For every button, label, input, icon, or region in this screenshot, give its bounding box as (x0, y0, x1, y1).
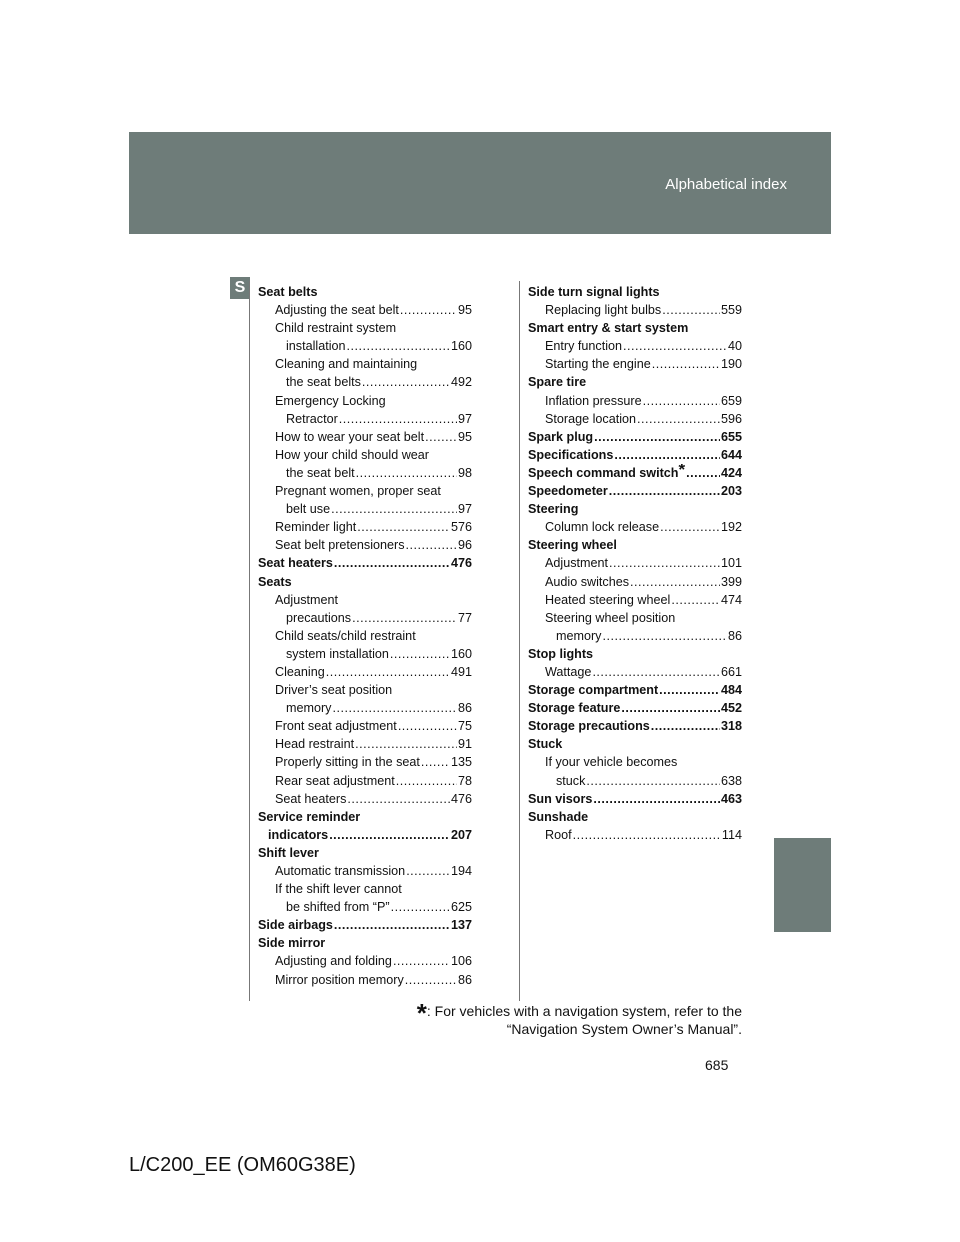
index-entry-label: Child restraint system (275, 321, 397, 336)
index-entry-label: Head restraint (275, 737, 355, 752)
leader-dots (671, 591, 720, 609)
index-entry (258, 410, 472, 428)
index-entry-page: 318 (720, 719, 742, 734)
index-entry-page: 476 (450, 791, 472, 806)
index-entry-label: memory (286, 701, 332, 716)
leader-dots (594, 428, 720, 446)
index-entry-label: Roof (545, 827, 572, 842)
index-entry-label: Inflation pressure (545, 393, 642, 408)
index-entry (258, 898, 472, 916)
left-divider (249, 281, 250, 1001)
index-entry (258, 790, 472, 808)
index-entry-page: 97 (457, 411, 472, 426)
index-entry-label: stuck (556, 773, 586, 788)
leader-dots (332, 699, 457, 717)
index-entry (528, 446, 742, 464)
index-entry (528, 826, 742, 844)
index-entry (528, 808, 742, 826)
index-entry-page: 86 (457, 972, 472, 987)
index-entry-label: precautions (286, 610, 352, 625)
index-entry-page: 659 (720, 393, 742, 408)
index-entry-label: Speedometer (528, 484, 608, 499)
leader-dots (609, 554, 720, 572)
index-entry (258, 844, 472, 862)
leader-dots (651, 717, 720, 735)
index-entry (258, 591, 472, 609)
index-entry (528, 627, 742, 645)
index-entry (258, 862, 472, 880)
index-entry-label: Entry function (545, 339, 623, 354)
index-entry-label: Cleaning (275, 664, 325, 679)
index-entry-page: 135 (450, 755, 472, 770)
index-entry-label: Seat heaters (258, 556, 333, 571)
index-entry (258, 627, 472, 645)
footnote-star: * (416, 998, 427, 1028)
index-entry (528, 392, 742, 410)
index-entry-label: Driver’s seat position (275, 683, 393, 698)
index-entry (258, 681, 472, 699)
index-entry-label: Sun visors (528, 791, 593, 806)
index-entry-page: 96 (457, 538, 472, 553)
index-entry (528, 554, 742, 572)
index-entry-page: 491 (450, 664, 472, 679)
index-entry-label: the seat belt (286, 465, 355, 480)
index-entry-label: Service reminder (258, 809, 361, 824)
leader-dots (421, 753, 450, 771)
index-entry-label: Storage precautions (528, 719, 650, 734)
index-entry-label: Sunshade (528, 809, 589, 824)
index-entry-label: Side mirror (258, 936, 326, 951)
index-entry-label: Reminder light (275, 520, 357, 535)
index-entry-page: 40 (727, 339, 742, 354)
footnote-line-1: : For vehicles with a navigation system, refer to the (426, 1003, 742, 1019)
leader-dots (406, 862, 450, 880)
footnote (416, 998, 742, 1037)
index-entry (528, 283, 742, 301)
leader-dots (630, 573, 720, 591)
index-entry-label: Stop lights (528, 646, 594, 661)
index-entry (528, 337, 742, 355)
leader-dots (390, 645, 450, 663)
index-entry (258, 573, 472, 591)
leader-dots (347, 337, 450, 355)
index-entry-page: 596 (720, 411, 742, 426)
index-entry-label: Emergency Locking (275, 393, 386, 408)
leader-dots (660, 518, 720, 536)
section-letter-tab: S (230, 277, 250, 299)
index-entry (258, 880, 472, 898)
index-entry (528, 735, 742, 753)
index-entry-page: 644 (720, 447, 742, 462)
index-entry-label: Speech command switch (528, 465, 679, 480)
index-entry (528, 681, 742, 699)
index-entry-page: 452 (720, 701, 742, 716)
section-title: Alphabetical index (665, 176, 787, 193)
index-entry-label: Child seats/child restraint (275, 628, 416, 643)
index-entry-page: 484 (720, 683, 742, 698)
index-entry (528, 663, 742, 681)
leader-dots (396, 772, 457, 790)
index-entry (258, 355, 472, 373)
index-entry-page: 114 (721, 827, 742, 842)
index-entry-label: Spark plug (528, 429, 594, 444)
index-entry-page: 190 (720, 357, 742, 372)
index-entry (258, 699, 472, 717)
index-entry-label: How to wear your seat belt (275, 429, 425, 444)
index-entry (528, 536, 742, 554)
leader-dots (406, 536, 457, 554)
index-entry-page: 78 (457, 773, 472, 788)
index-column-left (258, 283, 472, 989)
index-entry (258, 554, 472, 572)
leader-dots (659, 681, 720, 699)
index-entry-page: 559 (720, 303, 742, 318)
index-entry-page: 106 (450, 954, 472, 969)
index-entry (528, 699, 742, 717)
leader-dots (609, 482, 720, 500)
index-entry-label: Side turn signal lights (528, 285, 660, 299)
index-entry (528, 482, 742, 500)
index-entry-page: 399 (720, 574, 742, 589)
index-entry-page: 463 (720, 791, 742, 806)
leader-dots (425, 428, 457, 446)
index-entry (528, 790, 742, 808)
index-entry-page: 655 (720, 429, 742, 444)
index-entry-label: Pregnant women, proper seat (275, 484, 441, 499)
index-entry-label: indicators (268, 827, 329, 842)
index-entry-label: memory (556, 628, 602, 643)
index-entry (528, 753, 742, 771)
index-entry-label: Starting the engine (545, 357, 651, 372)
index-entry (258, 301, 472, 319)
index-entry-label: If your vehicle becomes (545, 755, 678, 770)
index-entry-page: 476 (450, 556, 472, 571)
index-entry-page: 492 (450, 375, 472, 390)
index-entry (528, 410, 742, 428)
index-entry-label: Audio switches (545, 574, 629, 589)
leader-dots (398, 717, 457, 735)
index-entry-label: Adjustment (275, 592, 338, 607)
leader-dots (623, 337, 727, 355)
leader-dots (586, 772, 720, 790)
index-entry-label: Steering wheel (528, 538, 617, 553)
leader-dots (329, 826, 450, 844)
index-entry (258, 482, 472, 500)
index-entry (528, 772, 742, 790)
index-entry (528, 573, 742, 591)
index-entry-page: 576 (450, 520, 472, 535)
index-entry (258, 826, 472, 844)
leader-dots (352, 609, 457, 627)
leader-dots (686, 464, 720, 482)
index-entry-label: Storage location (545, 411, 637, 426)
index-entry-page: 95 (457, 429, 472, 444)
index-entry (258, 337, 472, 355)
leader-dots (362, 373, 450, 391)
index-entry (258, 916, 472, 934)
index-entry (258, 645, 472, 663)
index-entry (528, 500, 742, 518)
leader-dots (339, 410, 457, 428)
index-entry (258, 428, 472, 446)
leader-dots (356, 464, 457, 482)
index-entry-page: 95 (457, 303, 472, 318)
index-entry (528, 518, 742, 536)
index-entry-page: 101 (720, 556, 742, 571)
leader-dots (602, 627, 727, 645)
index-entry-label: Wattage (545, 664, 592, 679)
index-entry-label: If the shift lever cannot (275, 882, 402, 897)
leader-dots (357, 518, 450, 536)
index-entry (528, 464, 742, 482)
leader-dots (347, 790, 450, 808)
index-entry-label: Retractor (286, 411, 338, 426)
index-entry-page: 203 (720, 484, 742, 499)
leader-dots (662, 301, 720, 319)
index-entry (258, 518, 472, 536)
index-entry-label: Rear seat adjustment (275, 773, 395, 788)
index-entry (528, 645, 742, 663)
leader-dots (405, 971, 457, 989)
index-entry-page: 661 (720, 664, 742, 679)
leader-dots (400, 301, 457, 319)
index-entry-page: 207 (450, 827, 472, 842)
page-number: 685 (705, 1057, 729, 1073)
leader-dots (592, 663, 720, 681)
index-column-right (528, 283, 742, 844)
index-entry-label: Adjustment (545, 556, 608, 571)
index-entry (258, 446, 472, 464)
leader-dots (621, 699, 720, 717)
index-entry-label: the seat belts (286, 375, 361, 390)
index-entry (258, 500, 472, 518)
index-entry-label: Specifications (528, 447, 614, 462)
index-entry-label: Seat belt pretensioners (275, 538, 405, 553)
index-entry (258, 283, 472, 301)
index-entry-page: 137 (450, 918, 472, 933)
index-entry-page: 474 (720, 592, 742, 607)
thumb-index-tab (774, 838, 831, 932)
index-entry-label: Automatic transmission (275, 864, 406, 878)
index-entry-label: Seats (258, 574, 292, 589)
index-entry (258, 772, 472, 790)
index-entry-page: 75 (457, 719, 472, 734)
leader-dots (643, 392, 720, 410)
index-entry-label: Steering (528, 502, 579, 517)
leader-dots (573, 826, 721, 844)
index-entry (528, 319, 742, 337)
index-entry-label: Column lock release (545, 520, 660, 535)
index-entry (258, 735, 472, 753)
index-entry (258, 808, 472, 826)
index-entry (528, 428, 742, 446)
index-entry-page: 160 (450, 339, 472, 354)
leader-dots (391, 898, 450, 916)
index-entry (258, 952, 472, 970)
footnote-marker: * (678, 463, 686, 479)
index-entry (528, 591, 742, 609)
index-entry-page: 160 (450, 646, 472, 661)
index-entry-label: Spare tire (528, 375, 587, 390)
index-entry (258, 319, 472, 337)
index-entry (528, 355, 742, 373)
index-entry (258, 971, 472, 989)
index-entry-label: Adjusting and folding (275, 954, 392, 969)
index-entry-label: Smart entry & start system (528, 321, 689, 336)
index-entry-page: 98 (457, 465, 472, 480)
index-entry-page: 638 (720, 773, 742, 788)
leader-dots (355, 735, 457, 753)
index-entry-page: 86 (457, 701, 472, 716)
index-entry-label: Seat heaters (275, 791, 347, 806)
index-entry-page: 424 (720, 465, 742, 480)
leader-dots (637, 410, 720, 428)
index-entry-label: Heated steering wheel (545, 592, 671, 607)
index-entry (528, 301, 742, 319)
leader-dots (331, 500, 457, 518)
index-entry-label: Shift lever (258, 845, 319, 860)
index-entry (528, 373, 742, 391)
index-entry-label: How your child should wear (275, 447, 429, 462)
leader-dots (326, 663, 450, 681)
index-entry-label: Adjusting the seat belt (275, 303, 399, 318)
index-entry-page: 86 (727, 628, 742, 643)
index-entry (528, 609, 742, 627)
index-entry-page: 97 (457, 502, 472, 517)
index-entry (258, 464, 472, 482)
index-entry (258, 536, 472, 554)
index-entry-page: 625 (450, 900, 472, 915)
leader-dots (393, 952, 450, 970)
index-entry-label: Steering wheel position (545, 610, 676, 625)
index-entry (528, 717, 742, 735)
leader-dots (334, 916, 450, 934)
index-entry-label: belt use (286, 502, 331, 517)
index-entry-label: Front seat adjustment (275, 719, 397, 734)
index-entry-page: 194 (450, 864, 472, 878)
index-entry (258, 934, 472, 952)
index-entry-label: Stuck (528, 737, 563, 752)
leader-dots (614, 446, 720, 464)
index-entry-page: 91 (457, 737, 472, 752)
header-band (129, 132, 831, 234)
index-entry-label: Seat belts (258, 285, 318, 299)
leader-dots (334, 554, 450, 572)
index-entry-label: system installation (286, 646, 389, 661)
index-entry (258, 373, 472, 391)
index-entry-page: 77 (457, 610, 472, 625)
leader-dots (593, 790, 720, 808)
leader-dots (652, 355, 720, 373)
index-entry (258, 717, 472, 735)
column-divider (519, 281, 520, 1001)
index-entry (258, 663, 472, 681)
index-entry-label: Side airbags (258, 918, 333, 933)
index-entry (258, 392, 472, 410)
index-entry-label: installation (286, 339, 346, 354)
index-entry-label: Cleaning and maintaining (275, 357, 418, 372)
index-entry-label: Mirror position memory (275, 972, 404, 987)
index-entry-label: Properly sitting in the seat (275, 755, 420, 770)
index-entry-page: 192 (720, 520, 742, 535)
index-entry-label: be shifted from “P” (286, 900, 390, 915)
index-entry-label: Storage compartment (528, 683, 659, 698)
index-entry (258, 753, 472, 771)
index-entry (258, 609, 472, 627)
footnote-line-2: “Navigation System Owner’s Manual”. (506, 1021, 742, 1037)
index-entry-label: Replacing light bulbs (545, 303, 662, 318)
document-code: L/C200_EE (OM60G38E) (129, 1154, 356, 1176)
index-entry-label: Storage feature (528, 701, 621, 716)
